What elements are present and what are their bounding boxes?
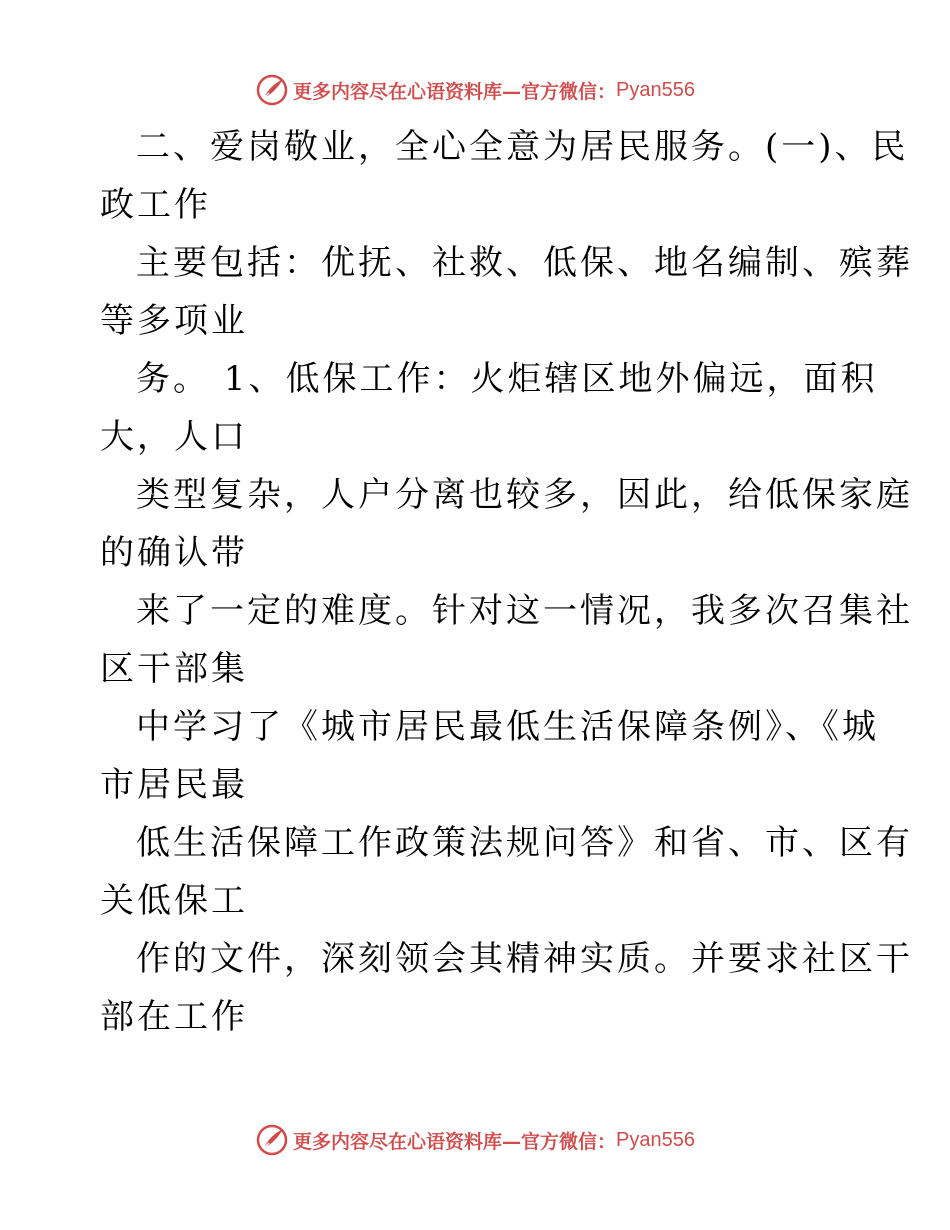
body-line: 大，人口 (100, 417, 248, 457)
body-line: 类型复杂，人户分离也较多，因此，给低保家庭 (136, 475, 913, 515)
body-line: 二、爱岗敬业，全心全意为居民服务。(一)、民 (136, 127, 909, 167)
body-line: 低生活保障工作政策法规问答》和省、市、区有 (136, 823, 913, 863)
feather-pen-logo-icon (255, 1123, 289, 1157)
feather-pen-logo-icon (255, 73, 289, 107)
body-line: 作的文件，深刻领会其精神实质。并要求社区干 (136, 939, 913, 979)
body-line: 市居民最 (100, 765, 248, 805)
body-line: 来了一定的难度。针对这一情况，我多次召集社 (136, 591, 913, 631)
body-line: 区干部集 (100, 649, 248, 689)
body-line: 政工作 (100, 185, 211, 225)
watermark-text: 更多内容尽在心语资料库—官方微信： (293, 80, 617, 103)
watermark-account: Pyan556 (616, 78, 695, 101)
watermark-text: 更多内容尽在心语资料库—官方微信： (293, 1130, 617, 1153)
watermark-account: Pyan556 (616, 1128, 695, 1151)
body-line: 关低保工 (100, 881, 248, 921)
body-line: 的确认带 (100, 533, 248, 573)
body-line: 主要包括：优抚、社救、低保、地名编制、殡葬 (136, 243, 913, 283)
header-watermark (0, 70, 950, 110)
body-line: 务。 1、低保工作：火炬辖区地外偏远，面积 (136, 359, 878, 399)
body-line: 中学习了《城市居民最低生活保障条例》、《城 (136, 707, 879, 747)
document-body (100, 118, 913, 1046)
footer-watermark (0, 1120, 950, 1160)
body-line: 等多项业 (100, 301, 248, 341)
body-line: 部在工作 (100, 997, 248, 1037)
